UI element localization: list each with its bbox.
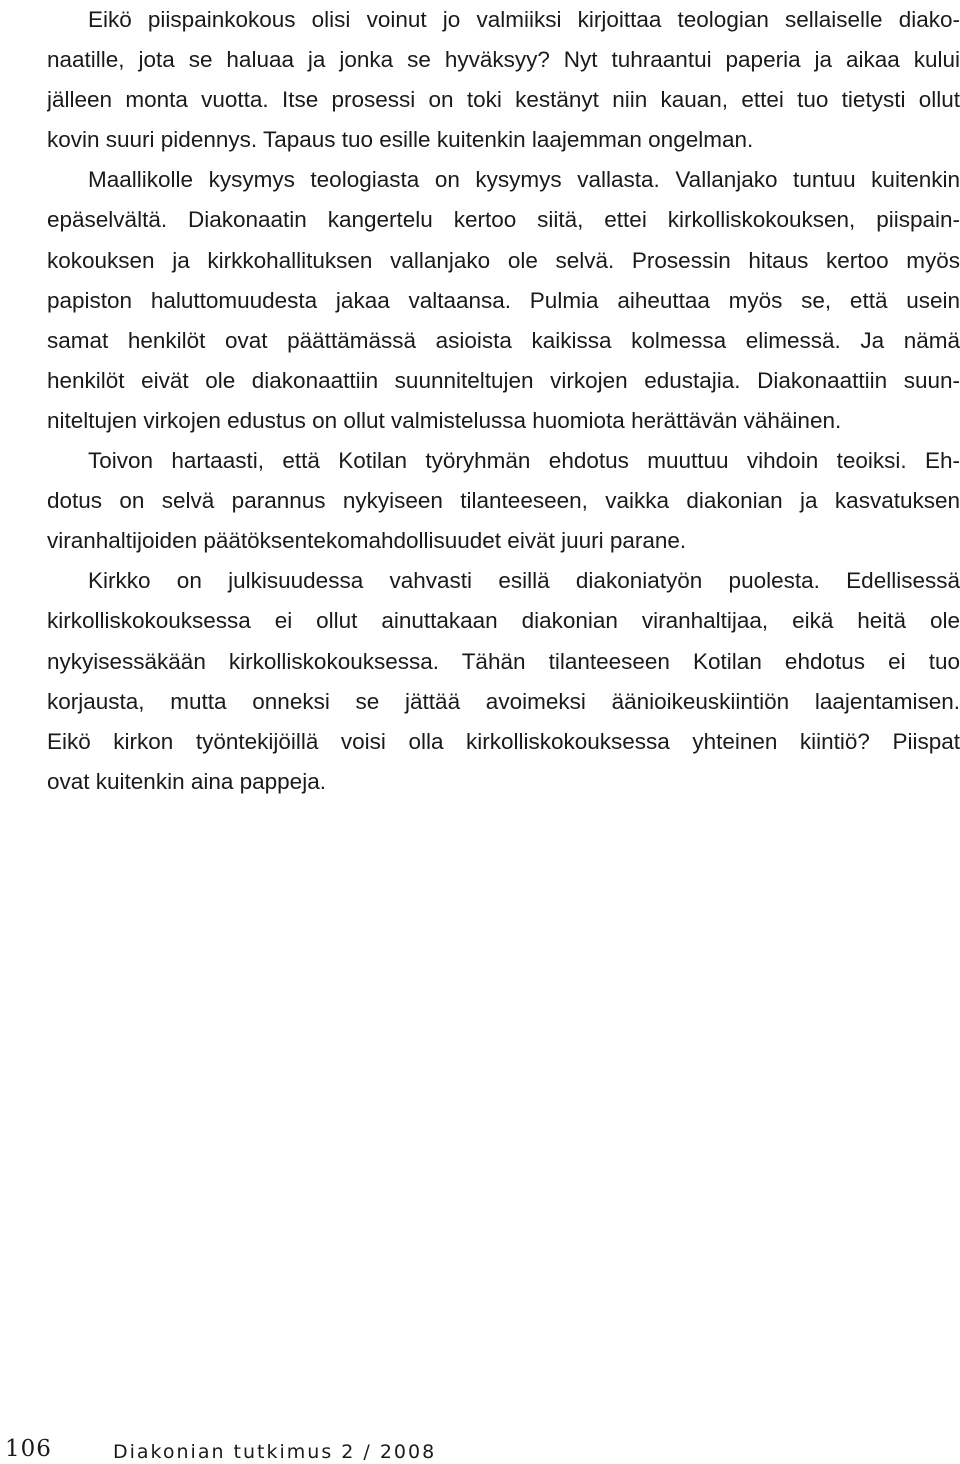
text-line: jälleen monta vuotta. Itse prosessi on toki kestänyt niin kauan, ettei tuo tietysti ollut [47, 87, 960, 113]
text-line: kokouksen ja kirkkohallituksen vallanjako ole selvä. Prosessin hitaus kertoo myös [47, 247, 960, 273]
page-footer [0, 1430, 960, 1464]
text-line: naatille, jota se haluaa ja jonka se hyväksyy? Nyt tuhraantui paperia ja aikaa kului [47, 47, 960, 73]
text-line: samat henkilöt ovat päättämässä asioista kaikissa kolmessa elimessä. Ja nämä [47, 327, 960, 353]
text-line: Eikö piispainkokous olisi voinut jo valmiiksi kirjoittaa teologian sellaiselle diako- [88, 7, 960, 32]
text-line: Kirkko on julkisuudessa vahvasti esillä diakoniatyön puolesta. Edellisessä [88, 568, 960, 594]
journal-title: Diakonian tutkimus 2 / 2008 [113, 1441, 437, 1463]
text-line: nykyisessäkään kirkolliskokouksessa. Tähän tilanteeseen Kotilan ehdotus ei tuo [47, 648, 960, 674]
body-text [47, 0, 960, 802]
text-line: Toivon hartaasti, että Kotilan työryhmän ehdotus muuttuu vihdoin teoiksi. Eh- [88, 448, 960, 474]
text-line: henkilöt eivät ole diakonaattiin suunniteltujen virkojen edustajia. Diakonaattiin suun- [47, 367, 960, 393]
text-line: niteltujen virkojen edustus on ollut valmistelussa huomiota herättävän vähäinen. [47, 407, 842, 433]
text-line: kovin suuri pidennys. Tapaus tuo esille kuitenkin laajemman ongelman. [47, 127, 754, 153]
text-line: Maallikolle kysymys teologiasta on kysymys vallasta. Vallanjako tuntuu kuitenkin [88, 167, 960, 193]
text-line: dotus on selvä parannus nykyiseen tilanteeseen, vaikka diakonian ja kasvatuksen [47, 488, 960, 514]
text-line: Eikö kirkon työntekijöillä voisi olla kirkolliskokouksessa yhteinen kiintiö? Piispat [47, 728, 960, 754]
page-number: 106 [5, 1436, 52, 1462]
text-line: ovat kuitenkin aina pappeja. [47, 768, 326, 794]
text-line: papiston haluttomuudesta jakaa valtaansa. Pulmia aiheuttaa myös se, että usein [47, 287, 960, 313]
text-line: epäselvältä. Diakonaatin kangertelu kertoo siitä, ettei kirkolliskokouksen, piispain- [47, 207, 960, 233]
text-line: viranhaltijoiden päätöksentekomahdollisuudet eivät juuri parane. [47, 528, 687, 554]
text-line: korjausta, mutta onneksi se jättää avoimeksi äänioikeuskiintiön laajentamisen. [47, 688, 960, 714]
text-line: kirkolliskokouksessa ei ollut ainuttakaan diakonian viranhaltijaa, eikä heitä ole [47, 608, 960, 634]
